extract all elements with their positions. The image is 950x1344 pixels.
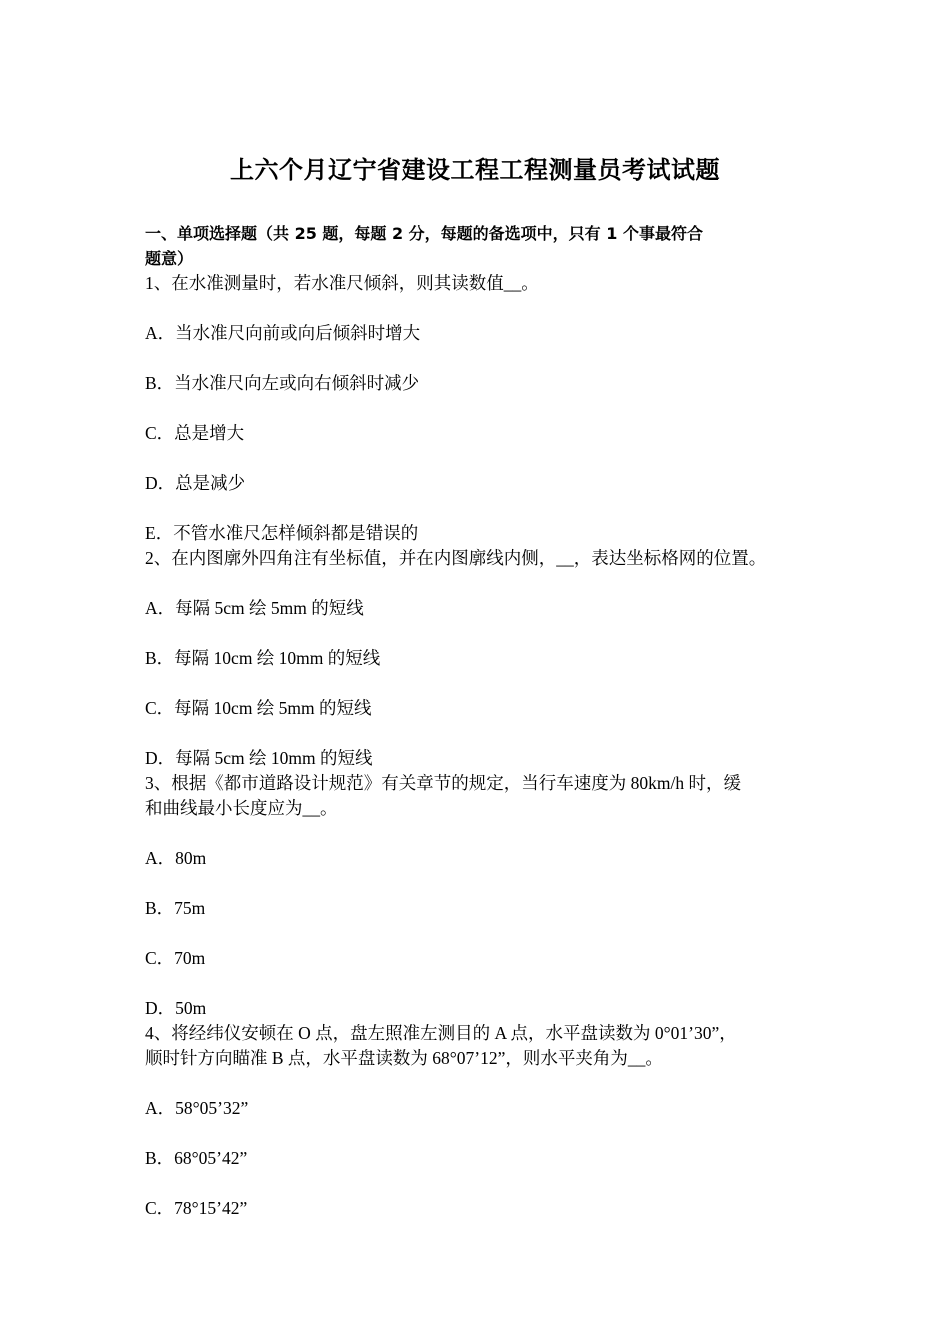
document-body [145, 221, 835, 1221]
question-1-text: 1、在水准测量时，若水准尺倾斜，则其读数值__。 [145, 273, 539, 293]
question-2-option-d: D．每隔 5cm 绘 10mm 的短线 [145, 748, 373, 768]
question-1-option-b: B．当水准尺向左或向右倾斜时减少 [145, 373, 420, 393]
section-heading-line-2: 题意） [145, 249, 194, 268]
question-1-option-d: D．总是减少 [145, 473, 246, 493]
question-2-option-b: B．每隔 10cm 绘 10mm 的短线 [145, 648, 381, 668]
document-title: 上六个月辽宁省建设工程工程测量员考试试题 [230, 156, 720, 184]
question-1-option-c: C．总是增大 [145, 423, 245, 443]
question-3-option-c: C．70m [145, 948, 206, 968]
question-3-option-a: A．80m [145, 848, 207, 868]
question-2-option-a: A．每隔 5cm 绘 5mm 的短线 [145, 598, 364, 618]
question-2-option-c: C．每隔 10cm 绘 5mm 的短线 [145, 698, 372, 718]
question-3-text-line-1: 3、根据《都市道路设计规范》有关章节的规定，当行车速度为 80km/h 时，缓 [145, 773, 741, 793]
question-1-option-a: A．当水准尺向前或向后倾斜时增大 [145, 323, 421, 343]
question-4-text-line-1: 4、将经纬仪安顿在 O 点，盘左照准左测目的 A 点，水平盘读数为 0°01’30”， [145, 1023, 737, 1043]
question-2-text: 2、在内图廓外四角注有坐标值，并在内图廓线内侧，__，表达坐标格网的位置。 [145, 548, 767, 568]
question-3-option-b: B．75m [145, 898, 206, 918]
question-1-option-e: E．不管水准尺怎样倾斜都是错误的 [145, 523, 419, 543]
question-4-text-line-2: 顺时针方向瞄准 B 点，水平盘读数为 68°07’12”，则水平夹角为__。 [145, 1048, 663, 1068]
question-4-option-c: C．78°15’42” [145, 1198, 248, 1218]
question-4-option-a: A．58°05’32” [145, 1098, 249, 1118]
question-3-option-d: D．50m [145, 998, 207, 1018]
question-4-option-b: B．68°05’42” [145, 1148, 248, 1168]
question-3-text-line-2: 和曲线最小长度应为__。 [145, 798, 338, 818]
section-heading-line-1: 一、单项选择题（共 25 题，每题 2 分，每题的备选项中，只有 1 个事最符合 [145, 224, 703, 243]
